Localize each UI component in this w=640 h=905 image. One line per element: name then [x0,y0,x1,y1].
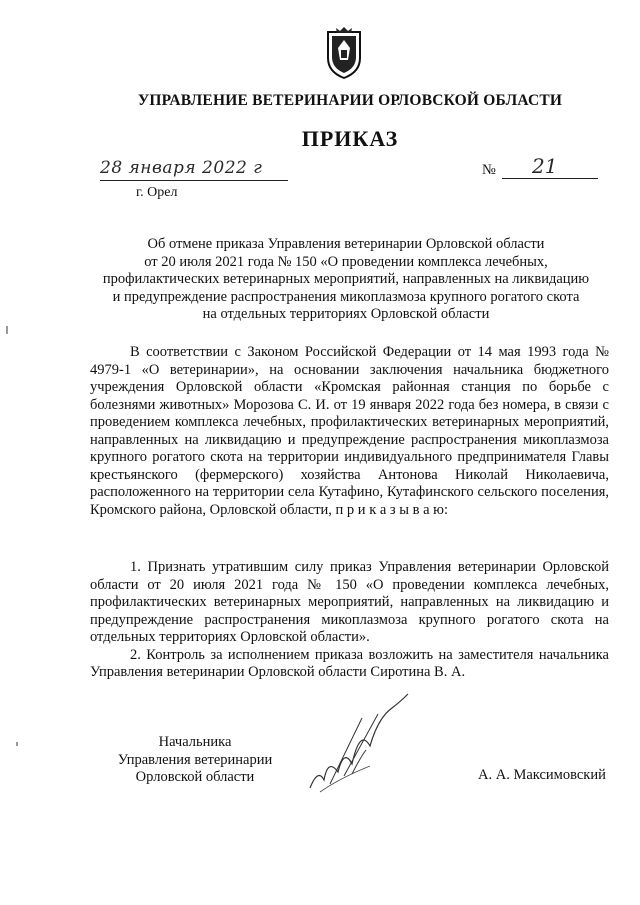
document-subject [96,236,596,324]
order-items [90,559,609,682]
subject-line: Об отмене приказа Управления ветеринарии Орловской области [147,236,545,252]
number-underline [502,178,598,179]
order-item: 1. Признать утратившим силу приказ Управления ветеринарии Орловской области от 20 июля 2021 года № 150 «О проведении комплекса лечебных, профилактических ветеринарных мероприятий, направленных на ликвидацию и предупреждение распространения микоплазмоза крупного рогатого скота на отдельных территориях Орловской области». [90,559,609,645]
signatory-title-line: Орловской области [135,769,255,785]
document-type: ПРИКАЗ [301,126,399,151]
authority-name: УПРАВЛЕНИЕ ВЕТЕРИНАРИИ ОРЛОВСКОЙ ОБЛАСТИ [137,92,563,109]
preamble-paragraph [90,344,609,519]
subject-line: от 20 июля 2021 года № 150 «О проведении комплекса лечебных, [144,253,548,270]
scan-mark [16,742,18,746]
handwritten-number: 21 [532,154,558,178]
coat-of-arms-icon [324,26,364,80]
subject-line: и предупреждение распространения микоплазмоза крупного рогатого скота [112,288,580,305]
signatory-title [100,734,290,787]
handwritten-signature [300,688,420,798]
scan-mark [6,326,8,334]
signatory-name: А. А. Максимовский [478,767,606,783]
subject-line: профилактических ветеринарных мероприятий, направленных на ликвидацию [102,271,590,287]
handwritten-date: 28 января 2022 г [100,158,263,178]
number-sign: № [482,162,496,178]
date-underline [100,180,288,181]
city-label: г. Орел [136,185,178,200]
signatory-title-line: Управления ветеринарии [117,751,273,768]
signatory-title-line: Начальника [158,734,232,750]
order-item: 2. Контроль за исполнением приказа возложить на заместителя начальника Управления ветеринарии Орловской области Сиротина В. А. [90,646,609,680]
preamble-text: В соответствии с Законом Российской Федерации от 14 мая 1993 года № 4979-1 «О ветеринарии», на основании заключения начальника бюджетного учреждения Орловской области «Кромская районная станция по борьбе с болезнями животных» Морозова С. И. от 19 января 2022 года без номера, в связи с проведением комплекса лечебных, профилактических ветеринарных мероприятий, направленных на ликвидацию и предупреждение распространения микоплазмоза крупного рогатого скота на территории индивидуального предпринимателя Главы крестьянского (фермерского) хозяйства Антонова Николай Николаевича, расположенного на территории села Кутафино, Кутафинского сельского поселения, Кромского района, Орловской области, п р и к а з ы в а ю: [90,344,609,518]
subject-line: на отдельных территориях Орловской области [202,306,490,322]
